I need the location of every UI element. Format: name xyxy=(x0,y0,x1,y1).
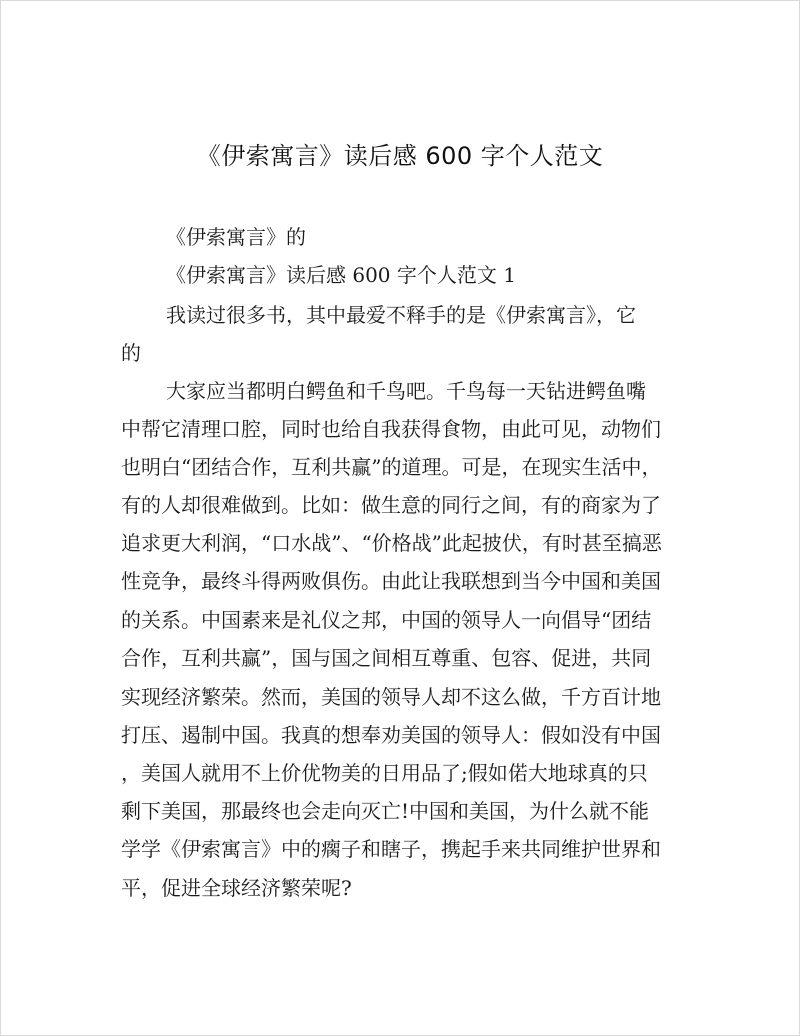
paragraph-line: 大家应当都明白鳄鱼和千鸟吧。千鸟每一天钻进鳄鱼嘴 xyxy=(166,379,646,403)
paragraph-line: 合作，互利共赢”，国与国之间相互尊重、包容、促进，共同 xyxy=(121,646,652,670)
paragraph-line: 学学《伊索寓言》中的瘸子和瞎子，携起手来共同维护世界和 xyxy=(121,837,661,861)
paragraph-line: 剩下美国，那最终也会走向灭亡!中国和美国，为什么就不能 xyxy=(121,799,650,823)
paragraph-line: 的关系。中国素来是礼仪之邦，中国的领导人一向倡导“团结 xyxy=(121,608,652,632)
paragraph-line: ，美国人就用不上价优物美的日用品了;假如偌大地球真的只 xyxy=(121,761,648,785)
paragraph-line: 中帮它清理口腔，同时也给自我获得食物，由此可见，动物们 xyxy=(121,417,661,441)
paragraph-line: 有的人却很难做到。比如：做生意的同行之间，有的商家为了 xyxy=(121,493,661,517)
paragraph-line: 《伊索寓言》的 xyxy=(166,225,306,249)
document-title: 《伊索寓言》读后感 600 字个人范文 xyxy=(196,142,604,170)
paragraph-line: 的 xyxy=(121,341,141,365)
paragraph-line: 追求更大利润，“口水战”、“价格战”此起披伏，有时甚至搞恶 xyxy=(121,531,662,555)
paragraph-line: 也明白“团结合作，互利共赢”的道理。可是，在现实生活中， xyxy=(121,455,662,479)
paragraph-line: 性竞争，最终斗得两败俱伤。由此让我联想到当今中国和美国 xyxy=(121,569,661,593)
paragraph-line: 打压、遏制中国。我真的想奉劝美国的领导人：假如没有中国 xyxy=(121,723,661,747)
paragraph-line: 《伊索寓言》读后感 600 字个人范文 1 xyxy=(166,263,516,287)
paragraph-line: 实现经济繁荣。然而，美国的领导人却不这么做，千方百计地 xyxy=(121,685,661,709)
paragraph-line: 平，促进全球经济繁荣呢? xyxy=(121,876,352,900)
paragraph-line: 我读过很多书，其中最爱不释手的是《伊索寓言》，它 xyxy=(166,303,636,327)
